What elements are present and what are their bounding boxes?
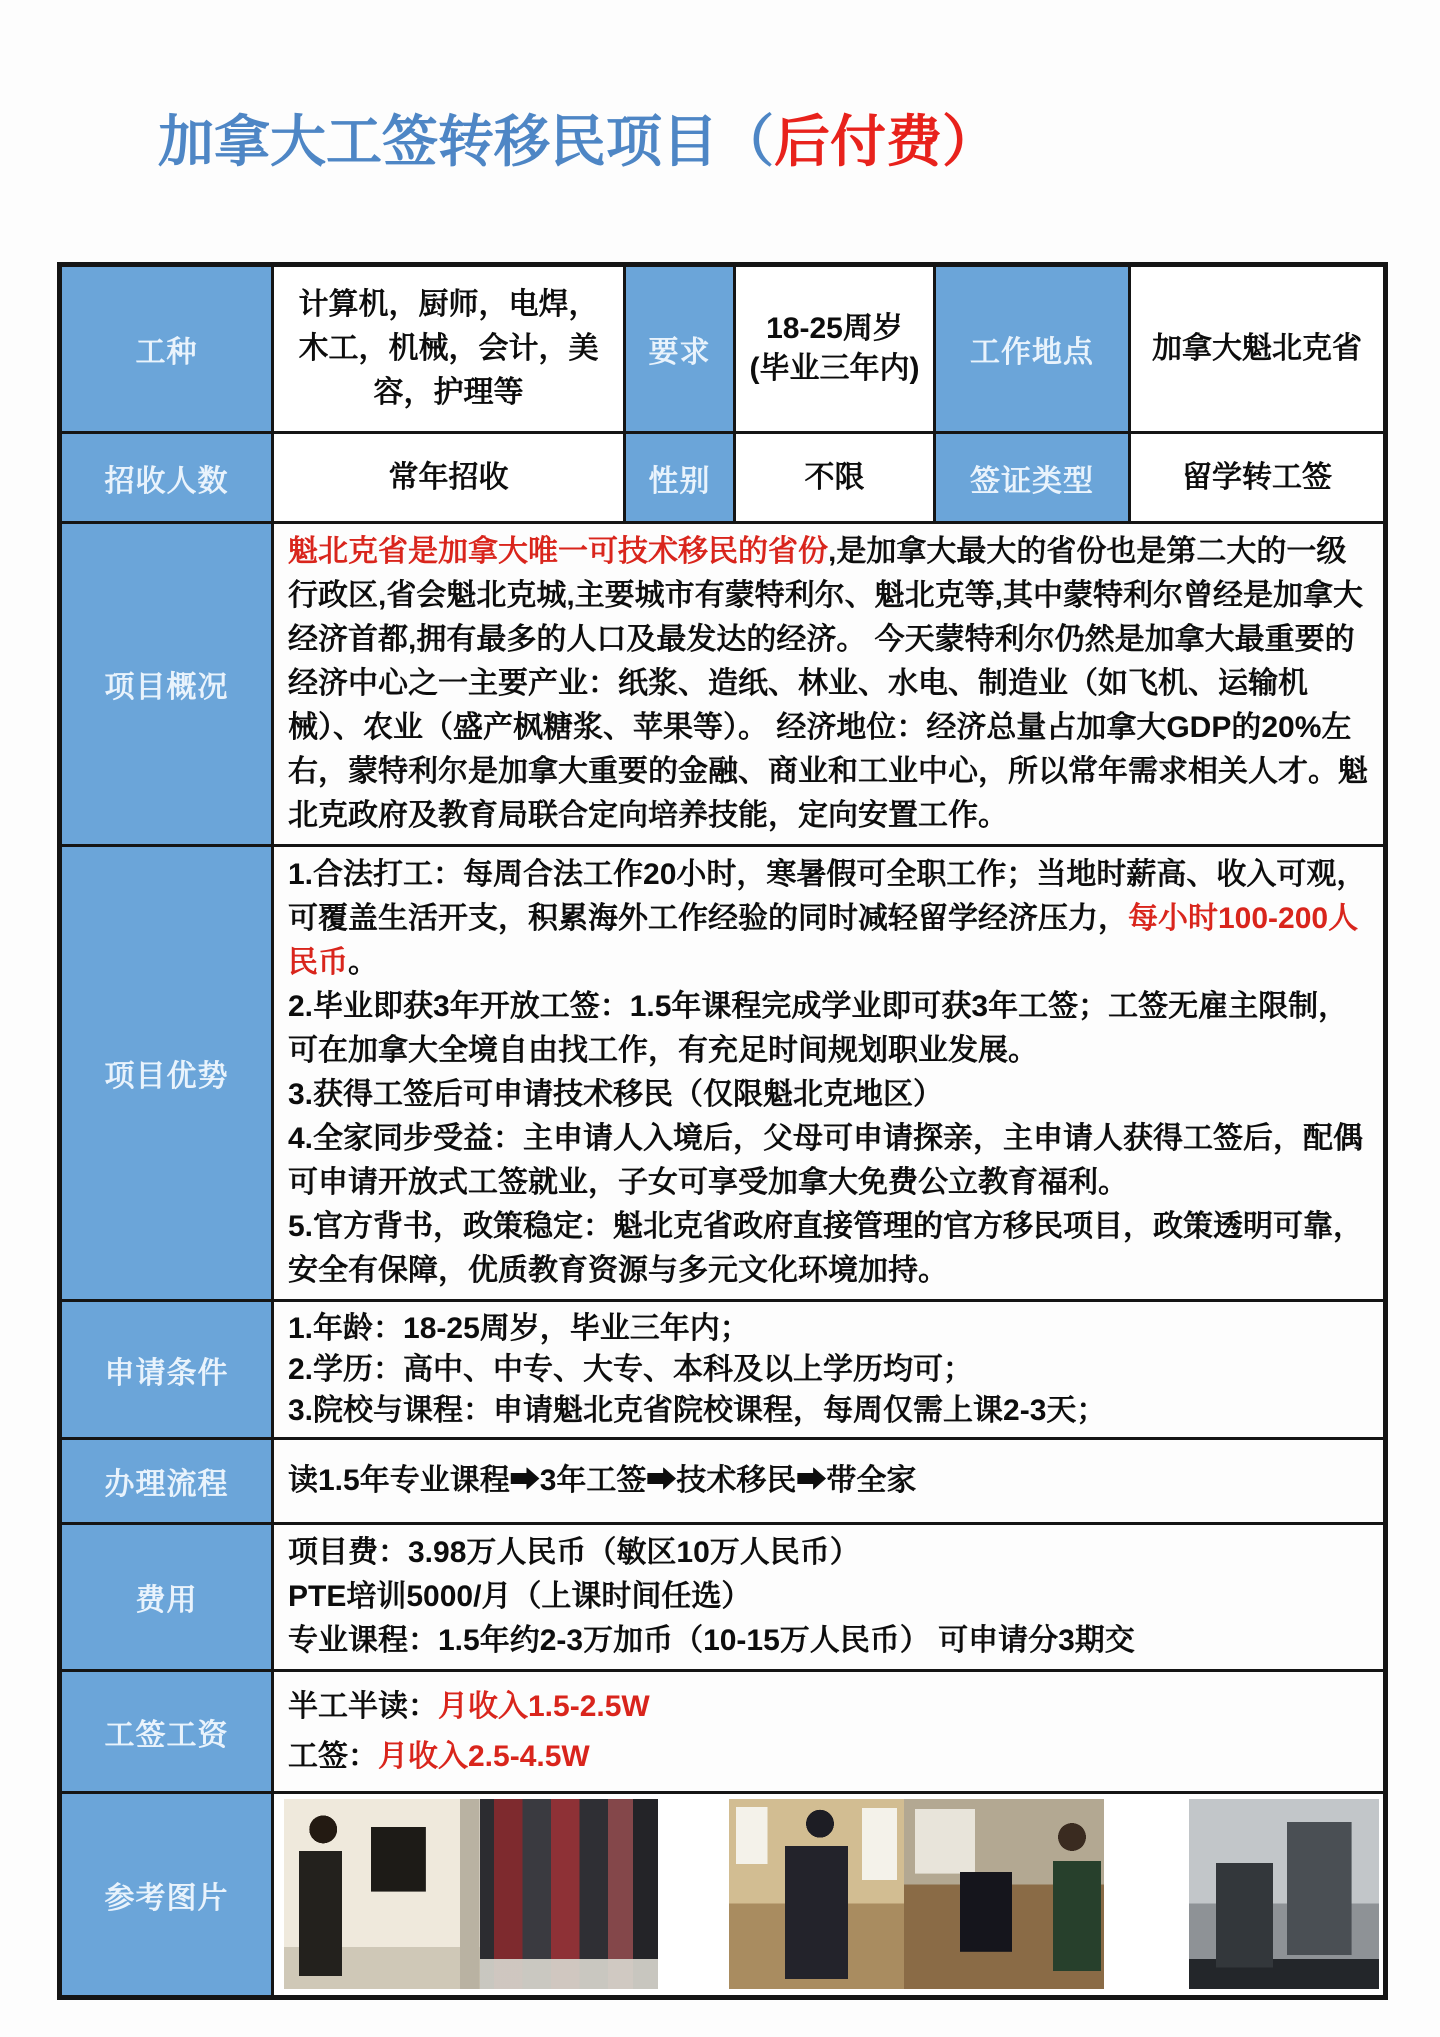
advantage-item-5: 5.官方背书，政策稳定：魁北克省政府直接管理的官方移民项目，政策透明可靠，安全有保障，优质教育资源与多元文化环境加持。 (288, 1210, 1364, 1287)
fee-line-2: PTE培训5000/月（上课时间任选） (288, 1580, 752, 1613)
label-process: 办理流程 (60, 1439, 273, 1524)
value-gender: 不限 (735, 433, 935, 523)
label-project-overview: 项目概况 (60, 523, 273, 846)
project-advantages-text (273, 846, 1386, 1301)
label-gender: 性别 (625, 433, 735, 523)
advantage-1-red: 每小时100-200人民币 (288, 902, 1359, 979)
advantage-item-3: 3.获得工签后可申请技术移民（仅限魁北克地区） (288, 1078, 944, 1111)
value-recruit-count: 常年招收 (273, 433, 625, 523)
requirement-age: 18-25周岁 (766, 312, 903, 345)
table-row-photos (60, 1793, 1386, 1998)
requirement-grad: (毕业三年内) (749, 352, 920, 385)
fee-line-1: 项目费：3.98万人民币（敏区10万人民币） (288, 1536, 860, 1569)
value-job-type: 计算机，厨师，电焊，木工，机械，会计，美容，护理等 (273, 265, 625, 433)
salary-1-label: 半工半读： (288, 1689, 438, 1723)
fees-text (273, 1524, 1386, 1671)
advantage-1-pre: 1.合法打工：每周合法工作20小时，寒暑假可全职工作；当地时薪高、收入可观，可覆盖生活开支，积累海外工作经验的同时减轻留学经济压力， (288, 858, 1367, 935)
salary-text (273, 1671, 1386, 1793)
overview-body: ,是加拿大最大的省份也是第二大的一级行政区,省会魁北克城,主要城市有蒙特利尔、魁北克等,其中蒙特利尔曾经是加拿大经济首都,拥有最多的人口及最发达的经济。 今天蒙特利尔仍然是加拿大最重要的经济中心之一主要产业：纸浆、造纸、林业、水电、制造业（如飞机、运输机械）、农业（盛产枫糖浆、苹果等）。 经济地位：经济总量占加拿大GDP的20%左右，蒙特利尔是加拿大重要的金融、商业和工业中心，所以常年需求相关人才。魁北克政府及教育局联合定向培养技能，定向安置工作。 (288, 535, 1368, 832)
label-project-advantages: 项目优势 (60, 846, 273, 1301)
label-work-location: 工作地点 (935, 265, 1130, 433)
condition-item-2: 2.学历：高中、中专、大专、本科及以上学历均可； (288, 1353, 974, 1386)
advantage-item-1 (288, 853, 1373, 985)
advantage-1-post: 。 (348, 946, 378, 979)
table-row-fees (60, 1524, 1386, 1671)
office-counselling-photo (729, 1799, 904, 1989)
metal-workshop-photo (1189, 1799, 1379, 1989)
computer-workstation-photo (904, 1799, 1104, 1989)
table-row-overview (60, 523, 1386, 846)
table-row-recruit (60, 433, 1386, 523)
label-reference-photos: 参考图片 (60, 1793, 273, 1998)
program-info-table (57, 262, 1388, 2000)
process-text: 读1.5年专业课程➡3年工签➡技术移民➡带全家 (273, 1439, 1386, 1524)
table-row-conditions (60, 1301, 1386, 1439)
label-fees: 费用 (60, 1524, 273, 1671)
salary-line-1 (288, 1682, 1373, 1732)
value-work-location: 加拿大魁北克省 (1130, 265, 1386, 433)
label-visa-type: 签证类型 (935, 433, 1130, 523)
label-requirement: 要求 (625, 265, 735, 433)
cnc-machine-workshop-photo (284, 1799, 480, 1989)
project-overview-text (273, 523, 1386, 846)
fee-line-3: 专业课程：1.5年约2-3万加币（10-15万人民币） 可申请分3期交 (288, 1624, 1135, 1657)
label-apply-conditions: 申请条件 (60, 1301, 273, 1439)
welding-workshop-photo (480, 1799, 658, 1989)
table-row-job-types (60, 265, 1386, 433)
salary-1-amount: 月收入1.5-2.5W (438, 1689, 650, 1723)
advantage-item-2: 2.毕业即获3年开放工签：1.5年课程完成学业即可获3年工签；工签无雇主限制，可在加拿大全境自由找工作，有充足时间规划职业发展。 (288, 990, 1349, 1067)
reference-photos-strip (273, 1793, 1386, 1998)
salary-2-label: 工签： (288, 1739, 378, 1773)
page-title-highlight: 后付费） (774, 110, 998, 173)
condition-item-1: 1.年龄：18-25周岁，毕业三年内； (288, 1312, 750, 1345)
label-job-type: 工种 (60, 265, 273, 433)
salary-2-amount: 月收入2.5-4.5W (378, 1739, 590, 1773)
label-salary: 工签工资 (60, 1671, 273, 1793)
value-visa-type: 留学转工签 (1130, 433, 1386, 523)
salary-line-2 (288, 1732, 1373, 1782)
table-row-advantages (60, 846, 1386, 1301)
advantage-item-4: 4.全家同步受益：主申请人入境后，父母可申请探亲，主申请人获得工签后，配偶可申请开放式工签就业，子女可享受加拿大免费公立教育福利。 (288, 1122, 1364, 1199)
apply-conditions-text (273, 1301, 1386, 1439)
condition-item-3: 3.院校与课程：申请魁北克省院校课程，每周仅需上课2-3天； (288, 1394, 1107, 1427)
overview-red-lead: 魁北克省是加拿大唯一可技术移民的省份 (288, 535, 828, 568)
page-title (158, 98, 998, 178)
value-requirement (735, 265, 935, 433)
page-title-main: 加拿大工签转移民项目（ (158, 110, 774, 173)
label-recruit-count: 招收人数 (60, 433, 273, 523)
table-row-process (60, 1439, 1386, 1524)
table-row-salary (60, 1671, 1386, 1793)
